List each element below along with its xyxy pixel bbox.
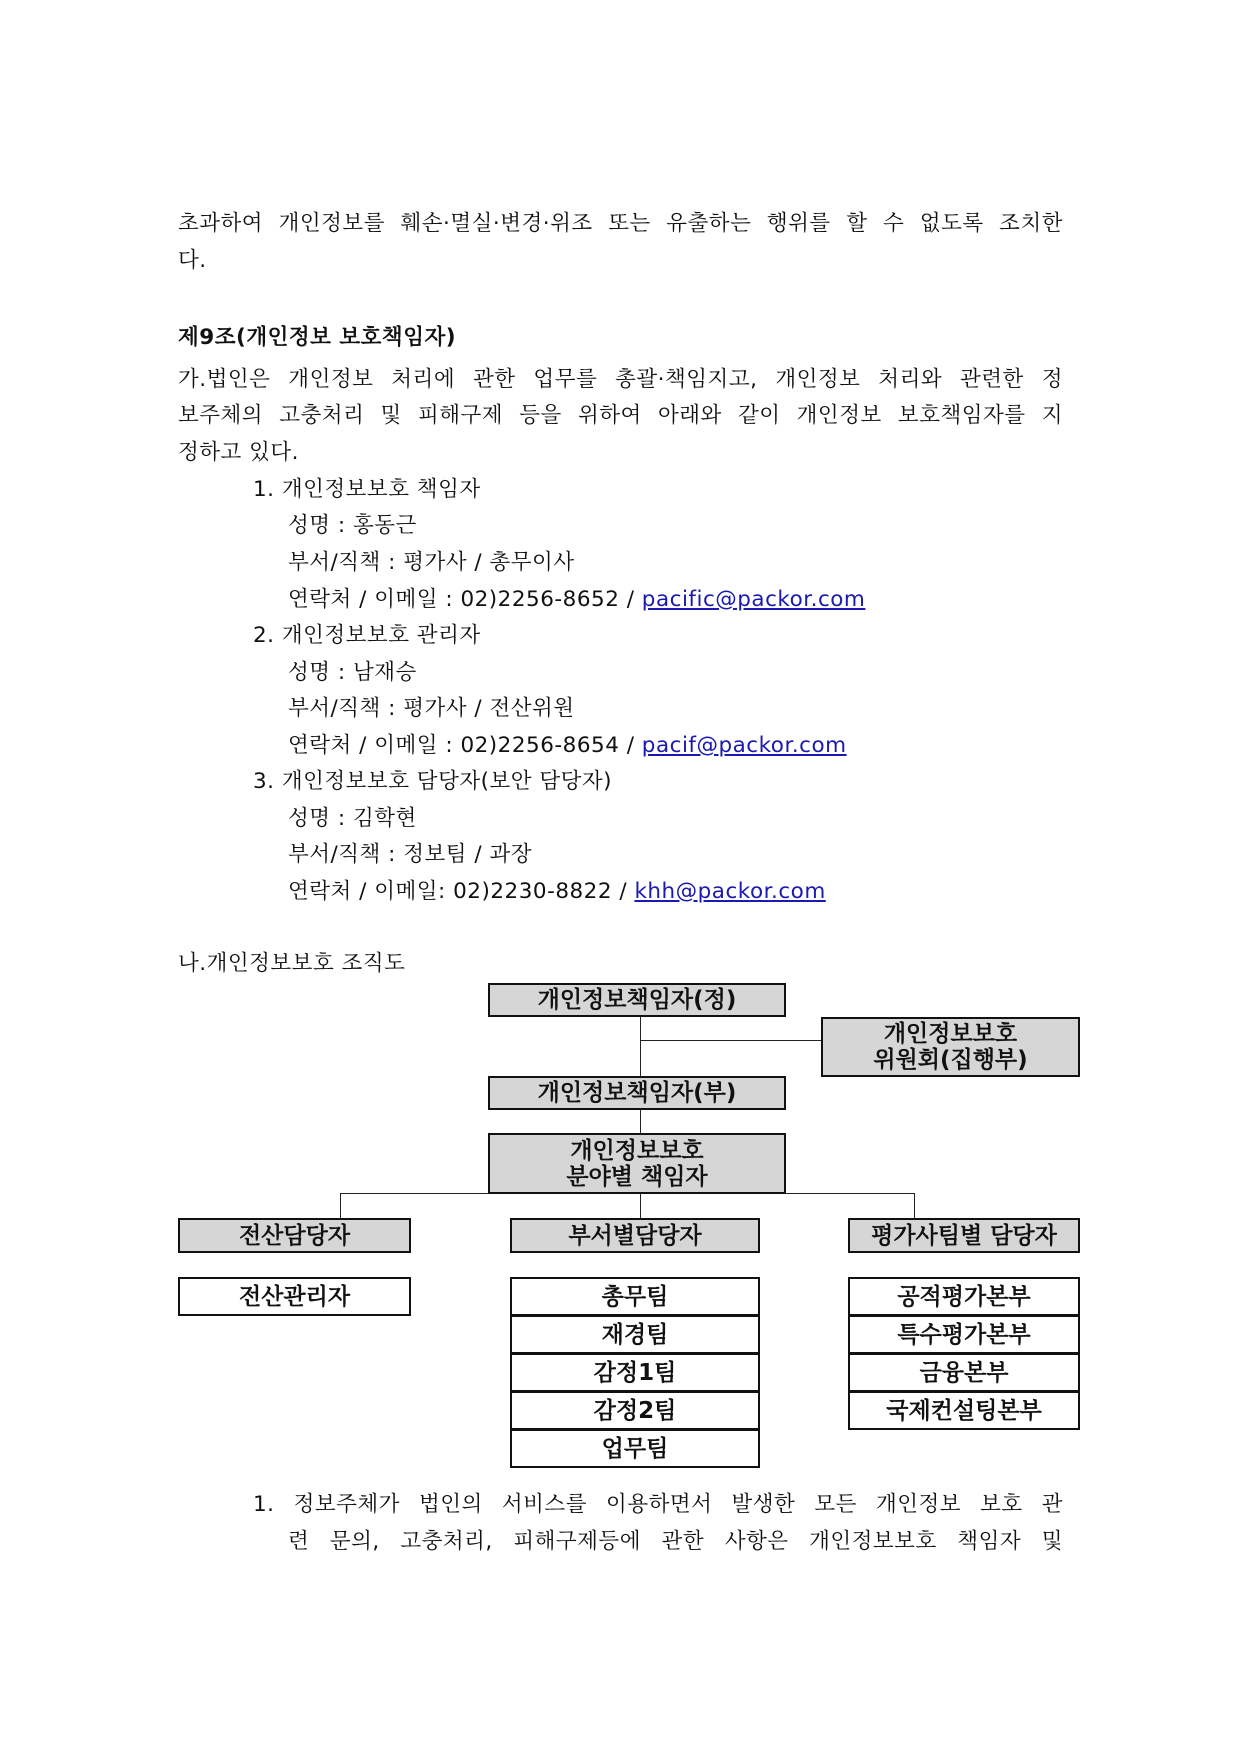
- intro-line-2: 다.: [178, 248, 207, 273]
- org-dept-team-1-label: 총무팀: [601, 1283, 669, 1310]
- org-dept-team-2: [510, 1315, 760, 1354]
- org-dept-team-5-label: 업무팀: [601, 1435, 669, 1462]
- para-ga-line-1: 가.법인은 개인정보 처리에 관한 업무를 총괄·책임지고, 개인정보 처리와 관련한 정: [178, 367, 1063, 392]
- org-field-label-1: 개인정보보호: [570, 1137, 704, 1164]
- officer-2-dept: 부서/직책 : 평가사 / 전산위원: [288, 696, 575, 721]
- officer-1-name: 성명 : 홍동근: [288, 513, 417, 538]
- org-team-div-4: [848, 1391, 1080, 1430]
- connector-field-down: [640, 1193, 641, 1218]
- org-dept-team-2-label: 재경팀: [601, 1321, 669, 1348]
- org-team-div-1: [848, 1277, 1080, 1316]
- officer-3-name: 성명 : 김학현: [288, 806, 417, 831]
- connector-branch-it: [340, 1193, 341, 1218]
- org-chief-box: [488, 983, 786, 1017]
- org-it-sub-label: 전산관리자: [238, 1283, 351, 1310]
- officer-1-dept: 부서/직책 : 평가사 / 총무이사: [288, 550, 575, 575]
- org-committee-box: [821, 1017, 1080, 1077]
- org-dept-team-5: [510, 1429, 760, 1468]
- section-heading: 제9조(개인정보 보호책임자): [178, 325, 457, 350]
- org-dept-team-4-label: 감정2팀: [593, 1397, 677, 1424]
- org-dept-team-3: [510, 1353, 760, 1392]
- org-team-div-3: [848, 1353, 1080, 1392]
- footer-line-2: 련 문의, 고충처리, 피해구제등에 관한 사항은 개인정보보호 책임자 및: [288, 1529, 1063, 1554]
- officer-3-contact-text: 연락처 / 이메일: 02)2230-8822 /: [288, 879, 635, 904]
- org-branch-it-box: [178, 1218, 411, 1253]
- intro-line-1: 초과하여 개인정보를 훼손·멸실·변경·위조 또는 유출하는 행위를 할 수 없도록 조치한: [178, 211, 1063, 236]
- officer-1-email-link[interactable]: pacific@packor.com: [641, 587, 866, 612]
- org-heading: 나.개인정보보호 조직도: [178, 951, 406, 976]
- org-team-div-2: [848, 1315, 1080, 1354]
- officer-2-email-link[interactable]: pacif@packor.com: [641, 733, 847, 758]
- para-ga-line-2: 보주체의 고충처리 및 피해구제 등을 위하여 아래와 같이 개인정보 보호책임자를 지: [178, 403, 1063, 428]
- officer-2-title: 2. 개인정보보호 관리자: [253, 623, 481, 648]
- org-it-sub-box: [178, 1277, 411, 1316]
- connector-committee: [640, 1040, 822, 1041]
- org-branch-team-label: 평가사팀별 담당자: [871, 1222, 1057, 1249]
- connector-deputy-field: [640, 1109, 641, 1133]
- officer-1-title: 1. 개인정보보호 책임자: [253, 477, 481, 502]
- org-field-box: [488, 1133, 786, 1194]
- officer-2-name: 성명 : 남재승: [288, 660, 417, 685]
- org-team-div-1-label: 공적평가본부: [897, 1283, 1031, 1310]
- footer-line-1: 1. 정보주체가 법인의 서비스를 이용하면서 발생한 모든 개인정보 보호 관: [253, 1492, 1063, 1517]
- org-committee-label-1: 개인정보보호: [883, 1021, 1018, 1047]
- org-field-label-2: 분야별 책임자: [566, 1163, 708, 1190]
- officer-1-contact-text: 연락처 / 이메일 : 02)2256-8652 /: [288, 587, 642, 612]
- org-branch-team-box: [848, 1218, 1080, 1253]
- org-deputy-box: [488, 1076, 786, 1110]
- org-branch-it-label: 전산담당자: [238, 1222, 351, 1249]
- connector-chief-deputy: [640, 1016, 641, 1076]
- para-ga-line-3: 정하고 있다.: [178, 440, 300, 465]
- org-committee-label-2: 위원회(집행부): [873, 1047, 1028, 1073]
- org-team-div-4-label: 국제컨설팅본부: [886, 1397, 1042, 1424]
- officer-3-title: 3. 개인정보보호 담당자(보안 담당자): [253, 769, 613, 794]
- org-dept-team-4: [510, 1391, 760, 1430]
- officer-2-contact-text: 연락처 / 이메일 : 02)2256-8654 /: [288, 733, 642, 758]
- org-team-div-3-label: 금융본부: [919, 1359, 1009, 1386]
- officer-3-email-link[interactable]: khh@packor.com: [634, 879, 826, 904]
- org-branch-dept-label: 부서별담당자: [568, 1222, 702, 1249]
- officer-3-dept: 부서/직책 : 정보팀 / 과장: [288, 842, 532, 867]
- org-branch-dept-box: [510, 1218, 760, 1253]
- org-dept-team-1: [510, 1277, 760, 1316]
- org-dept-team-3-label: 감정1팀: [593, 1359, 677, 1386]
- org-team-div-2-label: 특수평가본부: [897, 1321, 1031, 1348]
- connector-branch-team: [914, 1193, 915, 1218]
- org-chief-label: 개인정보책임자(정): [537, 987, 737, 1013]
- org-deputy-label: 개인정보책임자(부): [537, 1080, 737, 1106]
